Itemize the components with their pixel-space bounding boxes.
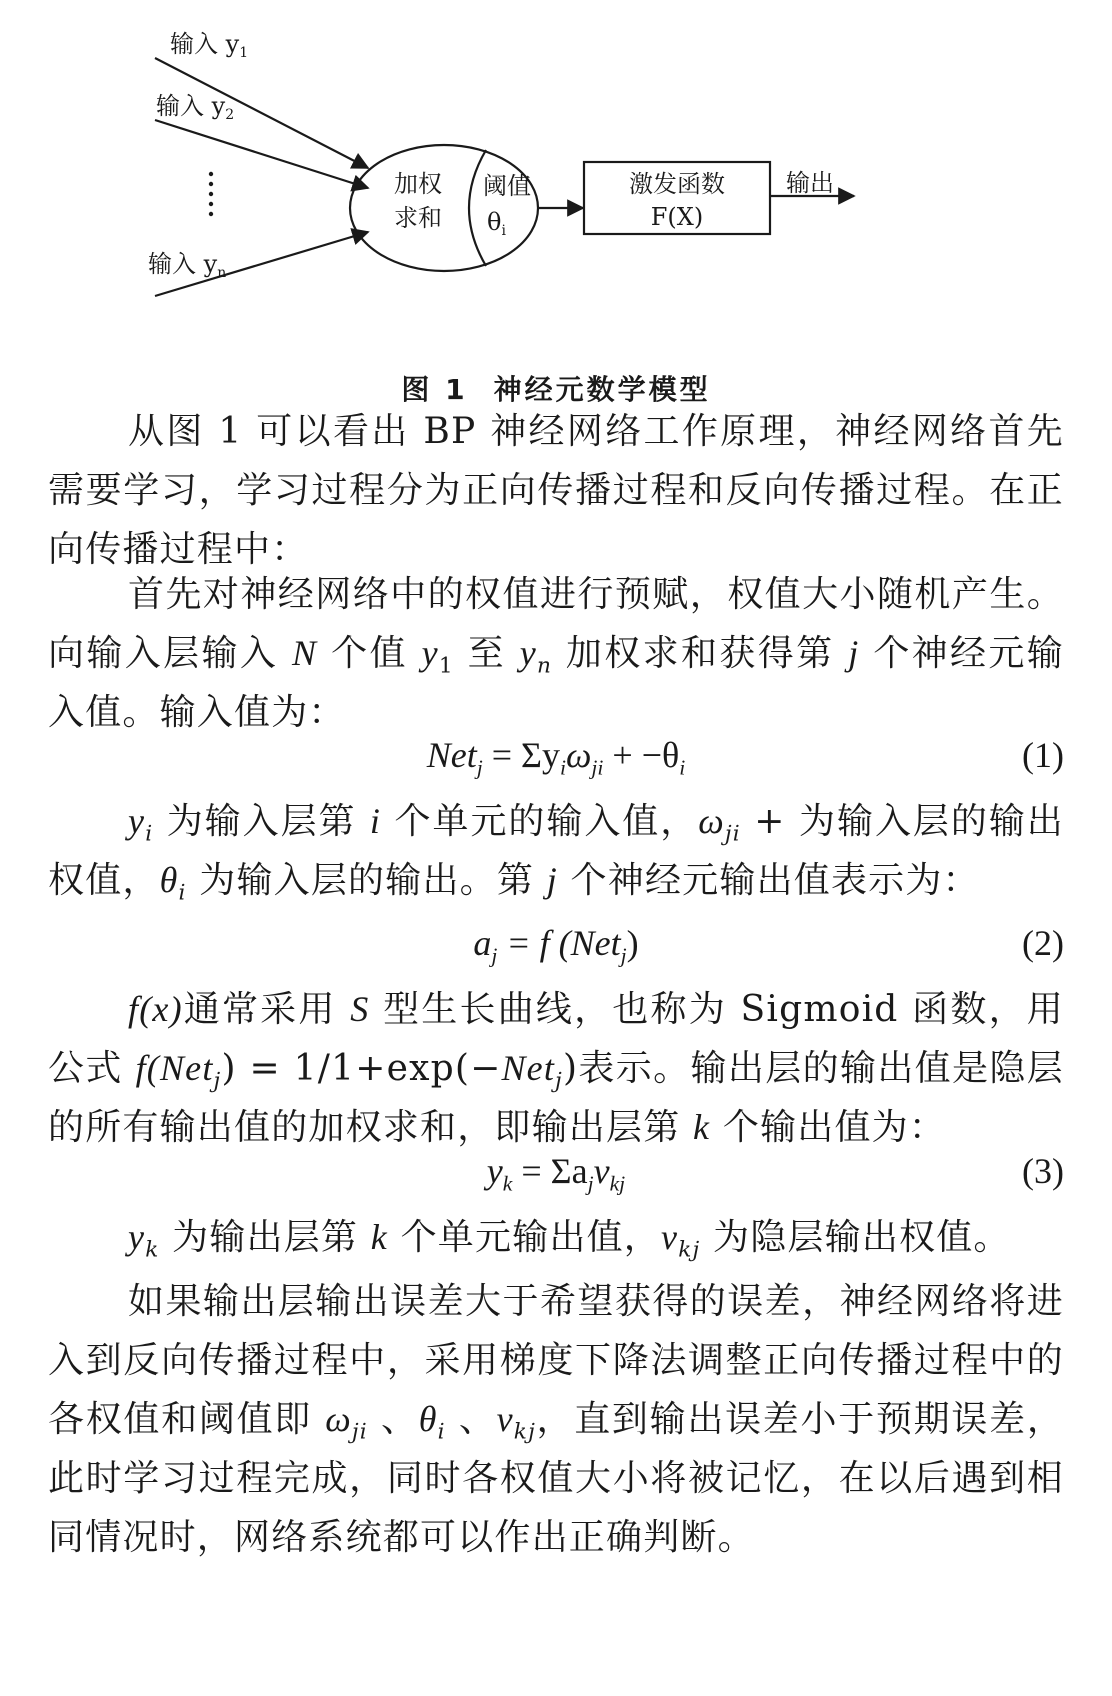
- paragraph-5: $y_k$ 为输出层第 k 个单元输出值，$v_{kj}$ 为隐层输出权值。: [128, 1217, 1011, 1263]
- paragraph-4: f(x)通常采用 S 型生长曲线，也称为 Sigmoid 函数，用公式 f(Net$_j$) = 1/1+exp(−Net$_j$)表示。输出层的输出值是隐层的所有输出值的加权求和，即输出层第 k 个输出值为：: [48, 989, 1064, 1148]
- input-arrow-2: [155, 120, 368, 188]
- input-n-label: 输入 $y_n$: [148, 250, 227, 281]
- equation-1: [48, 730, 1064, 790]
- threshold-symbol: $\theta_i$: [487, 208, 506, 239]
- activation-label-line1: 激发函数: [629, 170, 725, 198]
- equation-3-number: (3): [1022, 1151, 1064, 1191]
- paragraph-6: 如果输出层输出误差大于希望获得的误差，神经网络将进入到反向传播过程中，采用梯度下降法调整正向传播过程中的各权值和阈值即 $\omega_{ji}$ 、$\theta_i$ 、$v_{kj}$，直到输出误差小于预期误差，此时学习过程完成，同时各权值大小将被记忆，在以后遇到相同情况时，网络系统都可以作出正确判断。: [48, 1281, 1065, 1558]
- sum-label-line2: 求和: [394, 204, 442, 232]
- equation-2-number: (2): [1022, 923, 1064, 963]
- input-1-label: 输入 $y_1$: [170, 30, 249, 61]
- vertical-ellipsis: [209, 172, 213, 216]
- sum-label-line1: 加权: [394, 170, 442, 198]
- caption-title: 神经元数学模型: [493, 373, 711, 406]
- output-label: 输出: [786, 169, 834, 197]
- threshold-label: 阈值: [483, 172, 531, 200]
- input-2-label: 输入 $y_2$: [156, 92, 235, 123]
- equation-1-formula: $Net_j = \Sigma y_i\omega_{ji} + -\theta_i$: [426, 735, 686, 780]
- equation-3: [48, 1146, 1064, 1206]
- summation-node: [350, 145, 538, 271]
- paragraph-2: 首先对神经网络中的权值进行预赋，权值大小随机产生。向输入层输入 N 个值 $y_1$ 至 $y_n$ 加权求和获得第 j 个神经元输入值。输入值为：: [48, 574, 1064, 733]
- equation-2: [48, 918, 1064, 978]
- threshold-divider: [469, 150, 486, 266]
- equation-1-number: (1): [1022, 735, 1064, 775]
- paragraph-3: $y_i$ 为输入层第 i 个单元的输入值，$\omega_{ji}$ + 为输入层的输出权值，$\theta_i$ 为输入层的输出。第 j 个神经元输出值表示为：: [48, 801, 1064, 906]
- caption-number: 图 1: [401, 373, 468, 406]
- paragraph-1: 从图 1 可以看出 BP 神经网络工作原理，神经网络首先需要学习，学习过程分为正向传播过程和反向传播过程。在正向传播过程中：: [48, 411, 1064, 570]
- equation-2-formula: $a_j = f$ (Net$_j$): [473, 923, 639, 968]
- neuron-model-diagram: [0, 0, 1112, 360]
- equation-3-formula: $y_k = \Sigma a_jv_{kj}$: [486, 1151, 626, 1196]
- activation-label-line2: F(X): [650, 203, 704, 231]
